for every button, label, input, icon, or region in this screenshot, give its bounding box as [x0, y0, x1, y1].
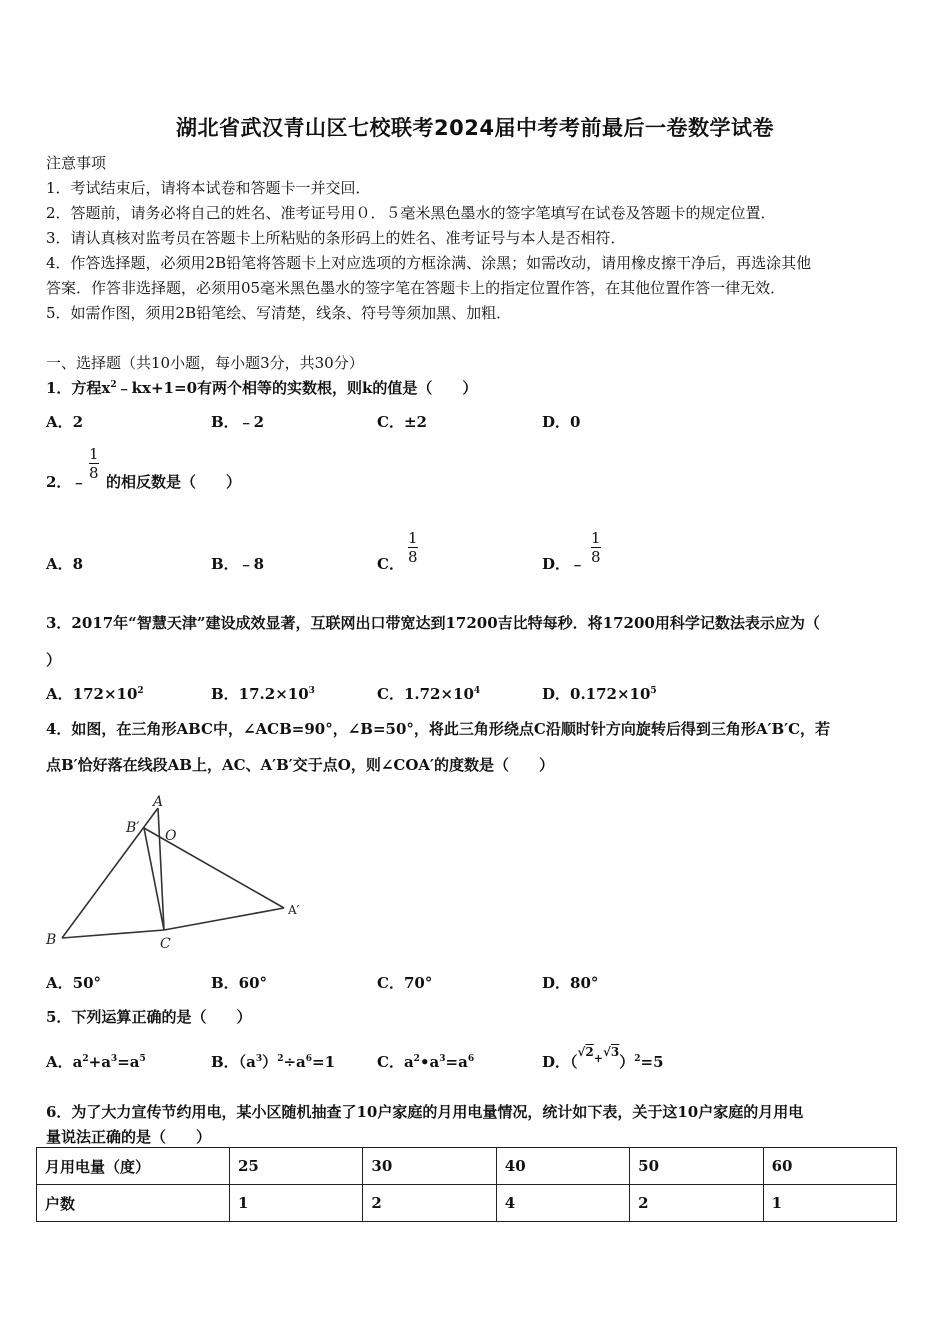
- q2-option-c-fraction: 1 8: [408, 529, 418, 566]
- table-row: [37, 1148, 897, 1185]
- table-cell: 2: [363, 1185, 496, 1222]
- question-3-line2: ）: [46, 651, 62, 669]
- table-cell: 户数: [37, 1185, 230, 1222]
- note-item: 4．作答选择题，必须用2B铅笔将答题卡上对应选项的方框涂满、涂黑；如需改动，请用橡皮擦干净后，再选涂其他: [46, 254, 812, 272]
- table-cell: 1: [230, 1185, 363, 1222]
- q1-option-d[interactable]: D．0: [542, 413, 581, 431]
- note-item: 2．答题前，请务必将自己的姓名、准考证号用０．５毫米黑色墨水的签字笔填写在试卷及答题卡的规定位置．: [46, 204, 776, 222]
- q2-fraction: 1 8: [89, 445, 99, 482]
- note-item: 答案．作答非选择题，必须用05毫米黑色墨水的签字笔在答题卡上的指定位置作答，在其他位置作答一律无效．: [46, 279, 786, 297]
- label-a-prime: A′: [288, 903, 300, 917]
- question-6-line1: 6．为了大力宣传节约用电，某小区随机抽查了10户家庭的月用电量情况，统计如下表，关于这10户家庭的月用电: [46, 1103, 804, 1121]
- question-1-stem: 1．方程$x^2﹣kx+1=0$有两个相等的实数根，则k的值是（ ）: [46, 379, 478, 397]
- q5-option-a[interactable]: A．$a^2+a^3=a^5$: [46, 1053, 146, 1071]
- q3-option-d[interactable]: D．$0.172\times 10^5$: [542, 685, 657, 703]
- q5-option-c[interactable]: C．$a^2•a^3=a^6$: [377, 1053, 475, 1071]
- label-b-prime: B′: [126, 820, 140, 836]
- table-cell: 1: [763, 1185, 896, 1222]
- question-3-line1: 3．2017年“智慧天津”建设成效显著，互联网出口带宽达到17200吉比特每秒．将17200用科学记数法表示应为（: [46, 614, 820, 632]
- segment-bc: [62, 930, 164, 938]
- segment-cap: [164, 908, 284, 930]
- question-4-line1: 4．如图，在三角形ABC中，∠ACB=90°，∠B=50°，将此三角形绕点C沿顺时针方向旋转后得到三角形A′B′C，若: [46, 720, 831, 738]
- q4-option-a[interactable]: A．50°: [46, 974, 102, 992]
- label-b: B: [46, 932, 57, 948]
- table-row: [37, 1185, 897, 1222]
- sqrt-3: √3: [602, 1045, 620, 1059]
- q4-option-b[interactable]: B．60°: [211, 974, 268, 992]
- q3-option-b[interactable]: B．$17.2\times 10^3$: [211, 685, 315, 703]
- q4-option-c[interactable]: C．70°: [377, 974, 433, 992]
- table-cell: 2: [630, 1185, 763, 1222]
- table-cell: 月用电量（度）: [37, 1148, 230, 1185]
- q3-option-c[interactable]: C．$1.72\times 10^4$: [377, 685, 481, 703]
- label-c: C: [160, 936, 171, 952]
- question-6-line2: 量说法正确的是（ ）: [46, 1128, 212, 1146]
- q2-option-c[interactable]: C．: [377, 555, 404, 573]
- q5-option-d[interactable]: D．$(√2_+√3)^2=5$: [542, 1045, 664, 1071]
- q1-option-c[interactable]: C．±2: [377, 413, 427, 431]
- q4-option-d[interactable]: D．80°: [542, 974, 599, 992]
- triangle-figure: [40, 790, 310, 955]
- question-2-num: 2．﹣: [46, 473, 87, 491]
- electricity-table: [36, 1147, 897, 1222]
- label-o: O: [165, 828, 177, 844]
- notes-heading: 注意事项: [46, 154, 107, 172]
- note-item: 1．考试结束后，请将本试卷和答题卡一并交回．: [46, 179, 371, 197]
- table-cell: 4: [496, 1185, 629, 1222]
- q2-option-d-fraction: 1 8: [591, 529, 601, 566]
- sqrt-2: √2: [577, 1045, 594, 1059]
- q3-option-a[interactable]: A．$172\times 10^2$: [46, 685, 144, 703]
- q1-option-a[interactable]: A．2: [46, 413, 84, 431]
- table-cell: 40: [496, 1148, 629, 1185]
- section-heading: 一、选择题（共10小题，每小题3分，共30分）: [46, 354, 364, 372]
- question-2-stem: 的相反数是（ ）: [106, 473, 242, 491]
- table-cell: 30: [363, 1148, 496, 1185]
- question-5-stem: 5．下列运算正确的是（ ）: [46, 1008, 252, 1026]
- label-a: A: [153, 794, 164, 810]
- note-item: 5．如需作图，须用2B铅笔绘、写清楚，线条、符号等须加黑、加粗．: [46, 304, 512, 322]
- q2-option-b[interactable]: B．﹣8: [211, 555, 265, 573]
- question-4-line2: 点B′恰好落在线段AB上，AC、A′B′交于点O，则∠COA′的度数是（ ）: [46, 756, 554, 774]
- q1-option-b[interactable]: B．﹣2: [211, 413, 265, 431]
- page-title: 湖北省武汉青山区七校联考2024届中考考前最后一卷数学试卷: [176, 116, 774, 140]
- q2-option-a[interactable]: A．8: [46, 555, 84, 573]
- table-cell: 60: [763, 1148, 896, 1185]
- q2-option-d[interactable]: D．﹣: [542, 555, 586, 573]
- segment-ab: [62, 808, 158, 938]
- table-cell: 25: [230, 1148, 363, 1185]
- table-cell: 50: [630, 1148, 763, 1185]
- q5-option-b[interactable]: B．$(a^3)^2\div a^6=1$: [211, 1053, 336, 1071]
- note-item: 3．请认真核对监考员在答题卡上所粘贴的条形码上的姓名、准考证号与本人是否相符．: [46, 229, 626, 247]
